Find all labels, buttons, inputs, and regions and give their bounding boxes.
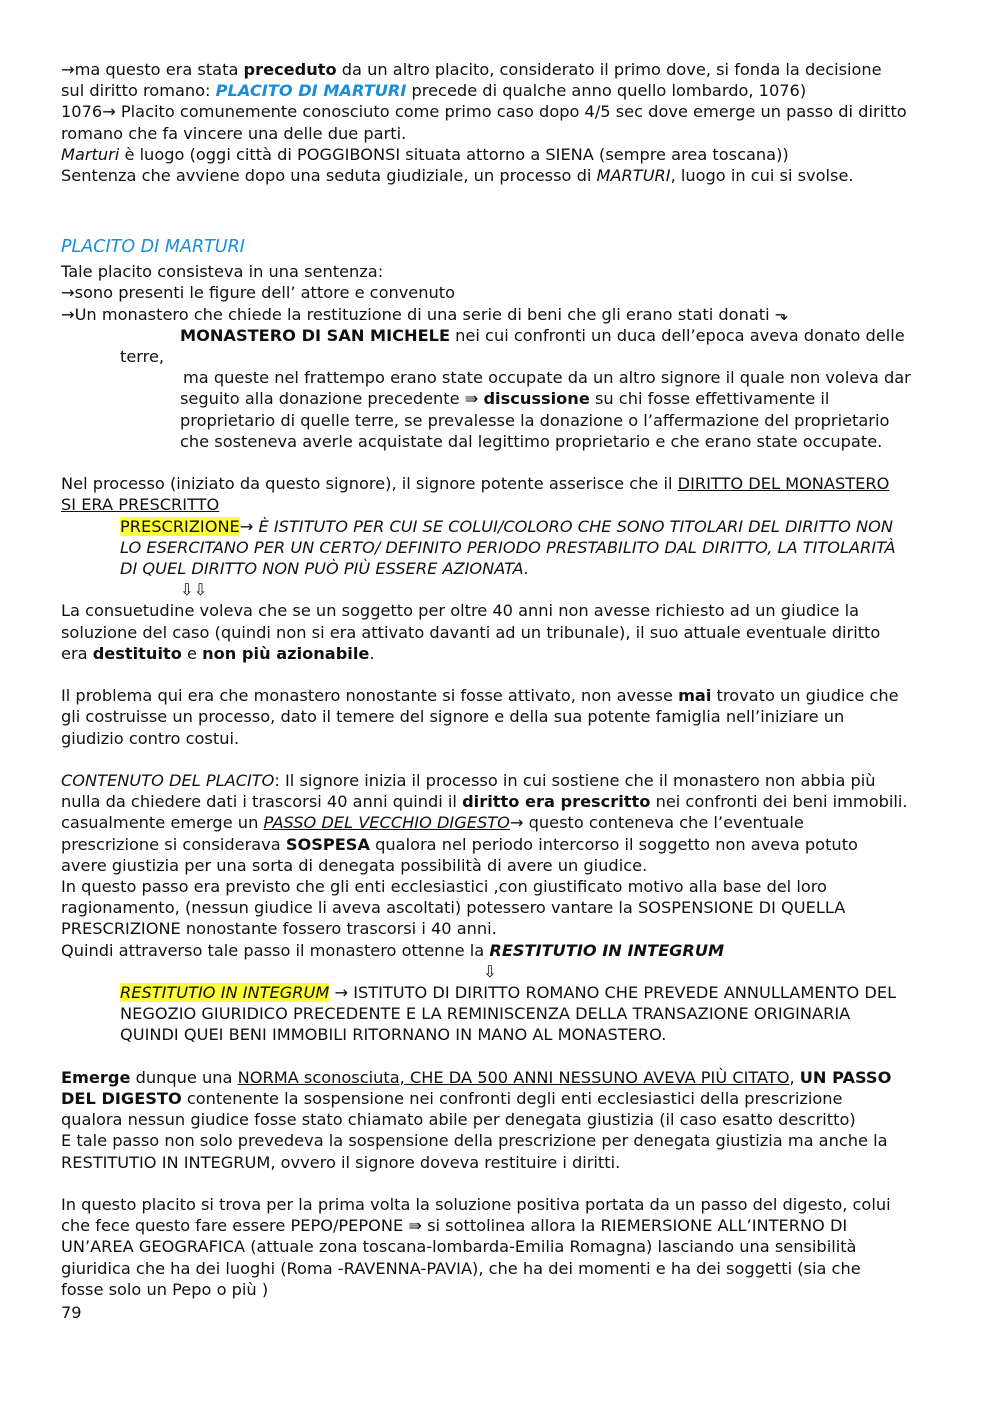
text-run: prescrizione si considerava [61,834,286,854]
text-line: che fece questo fare essere PEPO/PEPONE ⇛ si sottolinea allora la RIEMERSIONE ALL’INTERNO DI [61,1216,848,1236]
text-line [61,494,946,515]
spacer [61,749,946,770]
text-run: qualora nel periodo intercorso il soggetto non aveva potuto [370,834,858,854]
text-line [61,165,946,186]
text-line: QUINDI QUEI BENI IMMOBILI RITORNANO IN MANO AL MONASTERO. [120,1025,667,1045]
text-line: qualora nessun giudice fosse stato chiamato abile per denegata giustizia (il caso esatto descritto) [61,1110,856,1130]
bold-text: mai [678,686,712,706]
bold-text: MONASTERO DI SAN MICHELE [180,325,451,345]
conclusion-paragraph [61,1194,946,1300]
bold-text: diritto era prescritto [462,792,651,812]
underlined-text: SI ERA PRESCRITTO [61,495,220,515]
text-run: contenente la sospensione nei confronti degli enti ecclesiastici della prescrizione [181,1089,843,1109]
text-line: proprietario di quelle terre, se prevalesse la donazione o l’affermazione del proprietario [180,410,890,430]
italic-text: È ISTITUTO PER CUI SE COLUI/COLORO CHE SONO TITOLARI DEL DIRITTO NON [258,516,893,536]
text-line: giuridica che ha dei luoghi (Roma -RAVENNA-PAVIA), che ha dei momenti e ha dei soggetti (sia che [61,1258,861,1278]
bold-text: DEL DIGESTO [61,1089,182,1109]
down-arrows-icon: ⇩⇩ [180,580,208,600]
text-line: ragionamento, (nessun giudice li aveva ascoltati) potessero vantare la SOSPENSIONE DI QUELLA [61,898,846,918]
text-line: La consuetudine voleva che se un soggetto per oltre 40 anni non avesse richiesto ad un giudice la [61,601,860,621]
text-line [61,1088,946,1109]
text-line [61,1067,946,1088]
underlined-text: NORMA sconosciuta, CHE DA 500 ANNI NESSUNO AVEVA PIÙ CITATO [237,1067,790,1087]
text-line: NEGOZIO GIURIDICO PRECEDENTE E LA REMINISCENZA DELLA TRANSAZIONE ORIGINARIA [120,1004,851,1024]
text-run: nulla da chiedere dati i trascorsi 40 anni quindi il [61,792,463,812]
text-run: e [181,643,203,663]
section-heading: PLACITO DI MARTURI [61,237,245,258]
document-page [61,59,946,1323]
text-line: UN’AREA GEOGRAFICA (attuale zona toscana-lombarda-Emilia Romagna) lasciando una sensibilità [61,1237,857,1257]
text-run: è luogo (oggi città di POGGIBONSI situata attorno a SIENA (sempre area toscana)) [119,144,789,164]
text-line: E tale passo non solo prevedeva la sospensione della prescrizione per denegata giustizia ma anche la [61,1131,888,1151]
text-line: DI QUEL DIRITTO NON PUÒ PIÙ ESSERE AZIONATA. [120,559,530,579]
text-line: →Un monastero che chiede la restituzione di una serie di beni che gli erano stati donati ⬎ [61,304,789,324]
bold-text: Emerge [61,1067,131,1087]
italic-text: CONTENUTO DEL PLACITO [61,771,275,791]
spacer [61,1046,946,1067]
problema-paragraph [61,685,946,749]
page-number: 79 [61,1303,82,1323]
text-line: giudizio contro costui. [61,728,240,748]
text-run: su chi fosse effettivamente il [589,389,830,409]
text-run: → ISTITUTO DI DIRITTO ROMANO CHE PREVEDE ANNULLAMENTO DEL [329,983,897,1003]
text-line: terre, [120,347,165,367]
bold-text: SOSPESA [285,834,370,854]
text-run: : Il signore inizia il processo in cui sostiene che il monastero non abbia più [274,771,876,791]
text-run: seguito alla donazione precedente ⇛ [180,389,484,409]
text-line [61,791,946,812]
text-line: →sono presenti le figure dell’ attore e convenuto [61,283,456,303]
down-arrow-icon: ⇩ [483,961,497,981]
spacer [61,452,946,473]
text-line [61,388,946,409]
text-line: In questo passo era previsto che gli enti ecclesiastici ,con giustificato motivo alla base del loro [61,877,827,897]
contenuto-paragraph [61,770,946,1046]
text-line: ma queste nel frattempo erano state occupate da un altro signore il quale non voleva dar [183,368,911,388]
placito-paragraph [61,261,946,452]
text-run: Sentenza che avviene dopo una seduta giudiziale, un processo di [61,166,597,186]
text-line [61,834,946,855]
text-line [61,59,946,80]
text-run: dunque una [130,1067,238,1087]
prescrizione-paragraph [61,473,946,664]
underlined-text: PASSO DEL VECCHIO DIGESTO [263,813,510,833]
text-line [61,144,946,165]
text-run: nei confronti dei beni immobili. [650,792,908,812]
text-run: trovato un giudice che [711,686,899,706]
spacer [61,186,946,235]
highlighted-term: PLACITO DI MARTURI [215,81,407,101]
bold-text: UN PASSO [799,1067,892,1087]
text-run: da un altro placito, considerato il primo dove, si fonda la decisione [336,60,882,79]
bold-text: RESTITUTIO IN INTEGRUM [489,940,725,960]
text-run: nei cui confronti un duca dell’epoca aveva donato delle [450,325,905,345]
text-line: PRESCRIZIONE nonostante fossero trascorsi i 40 anni. [61,919,497,939]
highlighted-term: PRESCRIZIONE [120,516,240,536]
emerge-paragraph [61,1067,946,1173]
text-run: → questo conteneva che l’eventuale [509,813,804,833]
text-run: Il problema qui era che monastero nonostante si fosse attivato, non avesse [61,686,679,706]
text-run: era [61,643,93,663]
text-line: RESTITUTIO IN INTEGRUM, ovvero il signore doveva restituire i diritti. [61,1152,621,1172]
text-run: sul diritto romano: [61,81,216,101]
text-run: → [239,516,259,536]
text-line: Tale placito consisteva in una sentenza: [61,262,384,282]
text-line: romano che fa vincere una delle due parti. [61,123,407,143]
bold-text: preceduto [243,60,337,79]
text-run: precede di qualche anno quello lombardo, 1076) [406,81,807,101]
spacer [61,664,946,685]
text-line [61,325,946,346]
text-line [61,812,946,833]
text-line: In questo placito si trova per la prima volta la soluzione positiva portata da un passo del digesto, colui [61,1195,891,1215]
text-line [61,685,946,706]
text-line [61,940,946,961]
text-run: Nel processo (iniziato da questo signore), il signore potente asserisce che il [61,474,678,494]
text-run: . [369,643,375,663]
text-line: soluzione del caso (quindi non si era attivato davanti ad un tribunale), il suo attuale eventuale diritto [61,622,881,642]
text-line [61,643,946,664]
intro-paragraph [61,59,946,186]
text-line: che sosteneva averle acquistate dal legittimo proprietario e che erano state occupate. [180,431,883,451]
italic-text: MARTURI [596,166,671,186]
text-line [61,770,946,791]
text-run: , luogo in cui si svolse. [670,166,854,186]
bold-text: discussione [483,389,590,409]
text-line: fosse solo un Pepo o più ) [61,1279,269,1299]
text-run: →ma questo era stata [61,60,244,79]
text-line [61,80,946,101]
text-line: 1076→ Placito comunemente conosciuto come primo caso dopo 4/5 sec dove emerge un passo di diritto [61,102,907,122]
underlined-text: DIRITTO DEL MONASTERO [677,474,890,494]
text-run: , [789,1067,800,1087]
spacer [61,1173,946,1194]
bold-text: non più azionabile [202,643,370,663]
bold-text: destituito [92,643,182,663]
text-run: casualmente emerge un [61,813,264,833]
text-line: LO ESERCITANO PER UN CERTO/ DEFINITO PERIODO PRESTABILITO DAL DIRITTO, LA TITOLARITÀ [120,537,896,557]
text-line: gli costruisse un processo, dato il temere del signore e della sua potente famiglia nell’iniziare un [61,707,845,727]
text-line: avere giustizia per una sorta di denegata possibilità di avere un giudice. [61,855,648,875]
highlighted-term: RESTITUTIO IN INTEGRUM [120,983,330,1003]
italic-text: Marturi [61,144,120,164]
text-line [61,982,946,1003]
text-run: Quindi attraverso tale passo il monastero ottenne la [61,940,490,960]
text-line [61,473,946,494]
text-line [61,516,946,537]
